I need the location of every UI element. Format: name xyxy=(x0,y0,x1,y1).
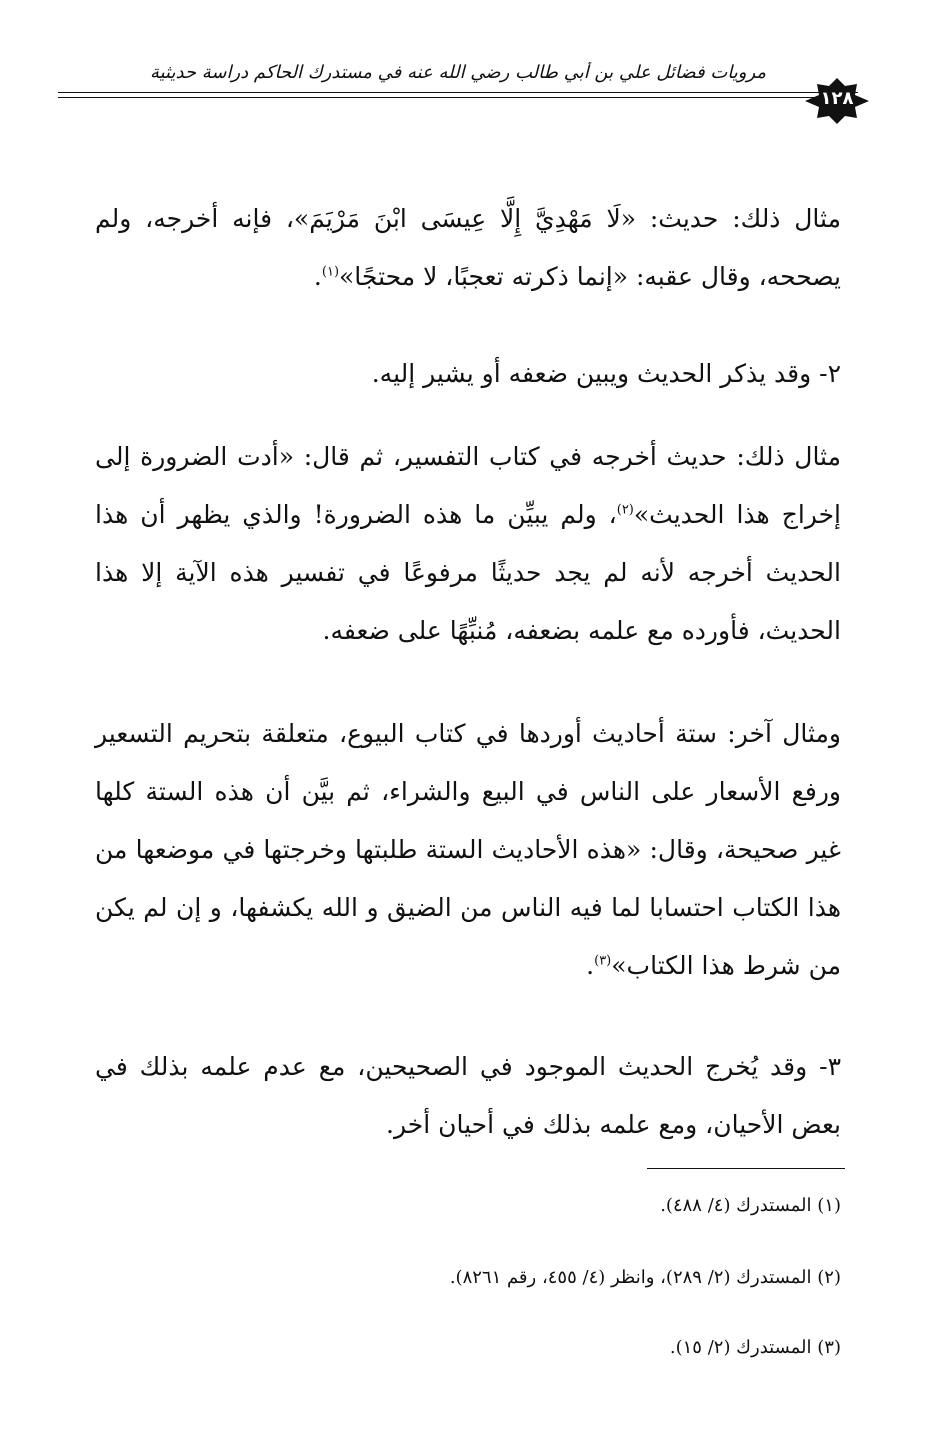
footnote-ref-1: (١) xyxy=(321,264,340,280)
footnote-2: (٢) المستدرك (٢/ ٢٨٩)، وانظر (٤/ ٤٥٥، رقم ٨٢٦١). xyxy=(449,1267,841,1288)
footnote-ref-2: (٢) xyxy=(616,502,634,518)
header-title: مرويات فضائل علي بن أبي طالب رضي الله عنه في مستدرك الحاكم دراسة حديثية xyxy=(149,62,767,83)
footnote-separator xyxy=(647,1168,845,1169)
paragraph-text: ومثال آخر: ستة أحاديث أوردها في كتاب البيوع، متعلقة بتحريم التسعير ورفع الأسعار على الناس في البيع والشراء، ثم بيَّن أن هذه الستة كلها غير صحيحة، وقال: «هذه الأحاديث الستة طلبتها وخرجتها في موضعها من هذا الكتاب احتسابا لما فيه الناس من الضيق و الله يكشفها، و إن لم يكن من شرط هذا الكتاب» xyxy=(95,719,841,980)
paragraph-example-3 xyxy=(95,705,841,995)
running-header xyxy=(58,56,858,102)
paragraph-text: مثال ذلك: حديث: «لَا مَهْدِيَّ إِلَّا عِيسَى ابْنَ مَرْيَمَ»، فإنه أخرجه، ولم يصححه، وقال عقبه: «إنما ذكرته تعجبًا، لا محتجًا» xyxy=(95,204,841,291)
footnote-1: (١) المستدرك (٤/ ٤٨٨). xyxy=(660,1195,841,1216)
footnote-3: (٣) المستدرك (٢/ ١٥). xyxy=(669,1337,841,1358)
page-number-badge xyxy=(805,78,869,124)
paragraph-point-2 xyxy=(95,345,841,403)
paragraph-example-2 xyxy=(95,428,841,660)
paragraph-example-1 xyxy=(95,190,841,306)
page-number: ١٢٨ xyxy=(820,88,854,109)
paragraph-end: . xyxy=(586,951,595,980)
footnote-ref-3: (٣) xyxy=(594,953,612,969)
paragraph-text: مثال ذلك: حديث أخرجه في كتاب التفسير، ثم قال: «أدت الضرورة إلى إخراج هذا الحديث» xyxy=(95,442,841,529)
paragraph-point-3 xyxy=(95,1038,841,1154)
paragraph-text: ، ولم يبيِّن ما هذه الضرورة! والذي يظهر أن هذا الحديث أخرجه لأنه لم يجد حديثًا مرفوعًا في تفسير هذه الآية إلا هذا الحديث، فأورده مع علمه بضعفه، مُنبِّهًا على ضعفه. xyxy=(95,500,841,645)
paragraph-text: ٣- وقد يُخرج الحديث الموجود في الصحيحين، مع عدم علمه بذلك في بعض الأحيان، ومع علمه بذلك في أحيان أخر. xyxy=(95,1052,841,1139)
header-rule-top xyxy=(58,92,858,93)
paragraph-end: . xyxy=(313,262,322,291)
paragraph-text: ٢- وقد يذكر الحديث ويبين ضعفه أو يشير إليه. xyxy=(371,359,841,388)
header-rule-bottom xyxy=(58,97,858,98)
